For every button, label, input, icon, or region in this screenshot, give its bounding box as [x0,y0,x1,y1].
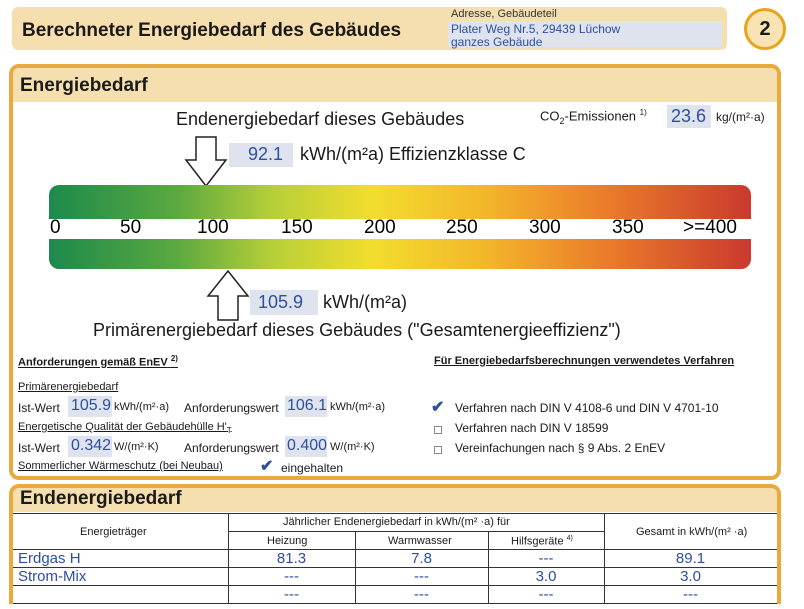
verfahren-option-1-check-icon: ✔ [431,399,445,416]
primaerenergie-arrow-icon [206,270,250,322]
table-cell: --- [284,568,299,585]
anforderungswert-value: 106.1 [287,397,328,414]
table-cell: --- [538,586,554,603]
huelle-ist-value: 0.342 [71,437,112,454]
table-cell: 89.1 [675,550,706,567]
energiebedarf-title: Energiebedarf [20,75,148,96]
efficiency-scale-top [49,185,751,219]
table-cell: --- [683,586,698,603]
table-line [13,513,777,514]
scale-tick: >=400 [683,217,737,238]
col-heizung: Heizung [267,535,308,547]
table-cell: 81.3 [276,550,307,567]
scale-tick: 50 [120,217,142,238]
verfahren-option-1: Verfahren nach DIN V 4108-6 und DIN V 4701-10 [455,401,719,415]
col-warmwasser: Warmwasser [388,535,452,547]
col-gesamt: Gesamt in kWh/(m² ·a) [636,526,748,538]
verfahren-option-3: Vereinfachungen nach § 9 Abs. 2 EnEV [455,441,666,455]
endenergie-unit: kWh/(m²a) Effizienzklasse C [300,144,526,164]
address-line1: Plater Weg Nr.5, 29439 Lüchow [451,22,621,36]
anforderungswert-unit: kWh/(m²·a) [330,401,385,413]
co2-label: $CO_2$-Emissionen $^{1)}$ [540,108,647,126]
address-label: Adresse, Gebäudeteil [451,8,557,20]
gebaeudehuelle-heading: Energetische Qualität der Gebäudehülle $H'_T$ [18,421,232,436]
huelle-anf-label: Anforderungswert [184,441,279,455]
endenergie-value: 92.1 [248,144,284,164]
scale-tick: 350 [612,217,644,238]
endenergiebedarf-title: Endenergiebedarf [20,488,182,509]
huelle-ist-label: Ist-Wert [18,441,60,455]
endenergie-label: Endenergiebedarf dieses Gebäudes [176,109,465,129]
primaerenergie-label: Primärenergiebedarf dieses Gebäudes ("Gesamtenergieeffizienz") [93,320,621,340]
scale-tick: 300 [529,217,561,238]
col-hilfsgeraete: Hilfsgeräte $^{4)}$ [511,535,573,548]
scale-tick: 250 [446,217,478,238]
scale-tick: 200 [364,217,396,238]
primaerenergie-value: 105.9 [258,292,304,312]
address-line2: ganzes Gebäude [451,35,543,49]
verfahren-title: Für Energiebedarfsberechnungen verwendetes Verfahren [434,355,735,367]
co2-unit: kg/(m²·a) [716,110,765,124]
verfahren-option-2-checkbox[interactable] [434,426,442,434]
anforderungswert-label: Anforderungswert [184,401,279,415]
primaerenergie-unit: kWh/(m²a) [323,292,407,312]
table-cell: 3.0 [680,568,701,585]
table-cell: 3.0 [535,568,557,585]
scale-tick: 100 [197,217,229,238]
scale-tick: 150 [281,217,313,238]
huelle-anf-value: 0.400 [287,437,328,454]
anforderungen-title: Anforderungen gemäß EnEV $^{2)}$ [18,354,178,369]
scale-tick: 0 [50,217,61,238]
efficiency-scale-bottom [49,239,751,269]
table-cell: --- [414,568,429,585]
huelle-ist-unit: W/(m²·K) [114,441,159,453]
verfahren-option-2: Verfahren nach DIN V 18599 [455,421,609,435]
table-row-name: Strom-Mix [18,568,87,585]
table-cell: 7.8 [411,550,432,567]
endenergie-arrow-icon [184,136,228,188]
huelle-anf-unit: W/(m²·K) [330,441,375,453]
col-jaehrlich: Jährlicher Endenergiebedarf in kWh/(m² ·a) für [283,516,510,528]
co2-value: 23.6 [671,106,707,126]
primaerenergie-heading: Primärenergiebedarf [18,381,119,393]
sommer-check-icon: ✔ [260,458,274,475]
sommer-label: Sommerlicher Wärmeschutz (bei Neubau) [18,460,223,472]
ist-wert-unit: kWh/(m²·a) [114,401,169,413]
verfahren-option-3-checkbox[interactable] [434,446,442,454]
page-number-badge: 2 [744,8,786,50]
page-title: Berechneter Energiebedarf des Gebäudes [22,20,402,41]
table-cell: --- [284,586,299,603]
table-line [228,531,604,532]
ist-wert-label: Ist-Wert [18,401,60,415]
table-row-name: Erdgas H [18,550,81,567]
ist-wert-value: 105.9 [71,397,112,414]
col-energietraeger: Energieträger [80,526,147,538]
table-cell: --- [414,586,429,603]
table-cell: --- [538,550,554,567]
sommer-status: eingehalten [281,461,344,475]
table-line [13,603,777,604]
